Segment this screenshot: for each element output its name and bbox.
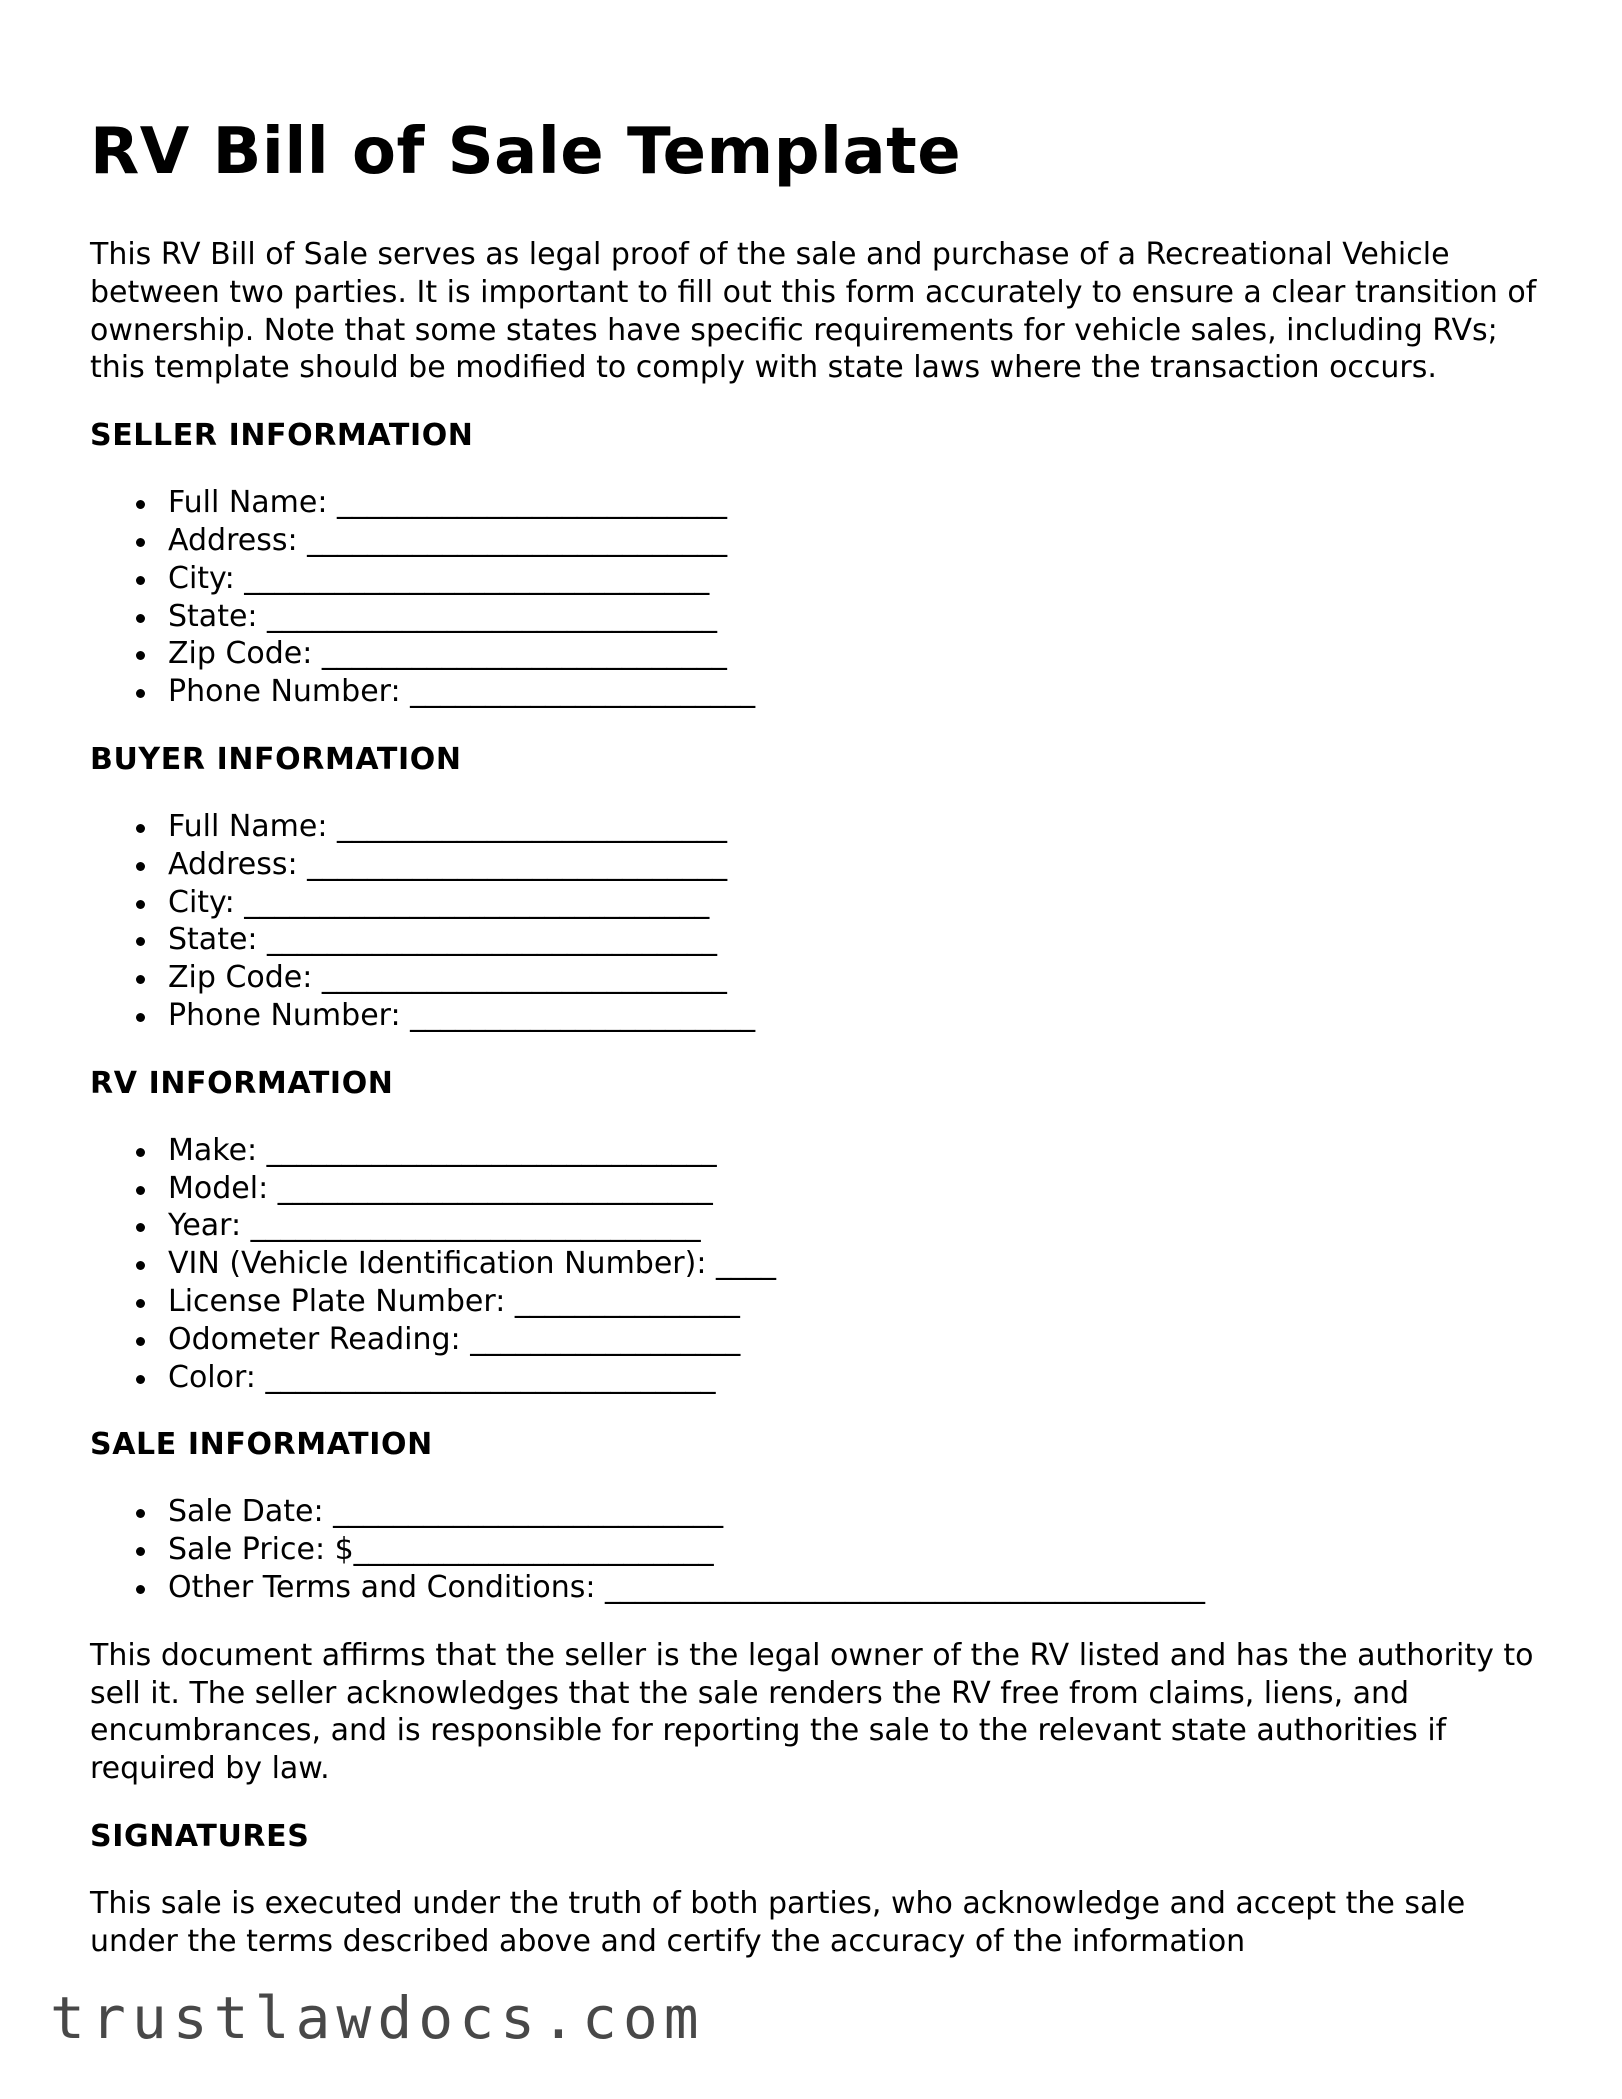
sale-price-field[interactable]: Sale Price: $________________________ (168, 1531, 1540, 1569)
bullet-icon (136, 1261, 145, 1270)
rv-make-field[interactable]: Make: ______________________________ (168, 1132, 1540, 1170)
rv-color-field[interactable]: Color: ______________________________ (168, 1359, 1540, 1397)
seller-address-field[interactable]: Address: ____________________________ (168, 522, 1540, 560)
seller-state-field[interactable]: State: ______________________________ (168, 598, 1540, 636)
bullet-icon (136, 1509, 145, 1518)
bullet-icon (136, 1547, 145, 1556)
bullet-icon (136, 576, 145, 585)
bullet-icon (136, 1223, 145, 1232)
rv-year-field[interactable]: Year: ______________________________ (168, 1207, 1540, 1245)
sale-terms-field[interactable]: Other Terms and Conditions: ________________________________________ (168, 1569, 1540, 1607)
signatures-heading: SIGNATURES (90, 1818, 310, 1854)
rv-vin-field[interactable]: VIN (Vehicle Identification Number): ____ (168, 1245, 1540, 1283)
bullet-icon (136, 1148, 145, 1157)
seller-city-field[interactable]: City: _______________________________ (168, 560, 1540, 598)
sale-field-list (90, 1493, 1540, 1606)
rv-license-plate-field[interactable]: License Plate Number: _______________ (168, 1283, 1540, 1321)
bullet-icon (136, 1299, 145, 1308)
bullet-icon (136, 1375, 145, 1384)
buyer-field-list (90, 808, 1540, 1035)
buyer-heading: BUYER INFORMATION (90, 741, 462, 777)
bullet-icon (136, 651, 145, 660)
bullet-icon (136, 1013, 145, 1022)
bullet-icon (136, 1186, 145, 1195)
rv-model-field[interactable]: Model: _____________________________ (168, 1170, 1540, 1208)
bullet-icon (136, 614, 145, 623)
bullet-icon (136, 1585, 145, 1594)
bullet-icon (136, 538, 145, 547)
seller-full-name-field[interactable]: Full Name: __________________________ (168, 484, 1540, 522)
bullet-icon (136, 1337, 145, 1346)
intro-paragraph: This RV Bill of Sale serves as legal proof of the sale and purchase of a Recreational Vehicle between two parties. It is important to fill out this form accurately to ensure a clear transition of ownership. Note that some states have specific requirements for vehicle sales, including RVs; this template should be modified to comply with state laws where the transaction occurs. (90, 237, 1537, 386)
watermark: trustlawdocs.com (50, 1984, 705, 2052)
buyer-zip-field[interactable]: Zip Code: ___________________________ (168, 959, 1540, 997)
bullet-icon (136, 862, 145, 871)
bullet-icon (136, 937, 145, 946)
seller-field-list (90, 484, 1540, 711)
affirmation-paragraph: This document affirms that the seller is the legal owner of the RV listed and has the authority to sell it. The seller acknowledges that the sale renders the RV free from claims, liens, and encumbrances, and is responsible for reporting the sale to the relevant state authorities if required by law. (90, 1637, 1534, 1787)
page-title: RV Bill of Sale Template (90, 115, 962, 189)
seller-phone-field[interactable]: Phone Number: _______________________ (168, 673, 1540, 711)
buyer-phone-field[interactable]: Phone Number: _______________________ (168, 997, 1540, 1035)
signatures-paragraph: This sale is executed under the truth of both parties, who acknowledge and accept the sale under the terms described above and certify the accuracy of the information (90, 1885, 1466, 1959)
buyer-state-field[interactable]: State: ______________________________ (168, 921, 1540, 959)
seller-zip-field[interactable]: Zip Code: ___________________________ (168, 635, 1540, 673)
sale-date-field[interactable]: Sale Date: __________________________ (168, 1493, 1540, 1531)
sale-heading: SALE INFORMATION (90, 1427, 433, 1463)
buyer-city-field[interactable]: City: _______________________________ (168, 884, 1540, 922)
rv-field-list (90, 1132, 1540, 1397)
document-page (90, 0, 1540, 1961)
bullet-icon (136, 824, 145, 833)
bullet-icon (136, 900, 145, 909)
rv-heading: RV INFORMATION (90, 1065, 394, 1101)
bullet-icon (136, 500, 145, 509)
rv-odometer-field[interactable]: Odometer Reading: __________________ (168, 1321, 1540, 1359)
seller-heading: SELLER INFORMATION (90, 418, 474, 454)
bullet-icon (136, 975, 145, 984)
buyer-address-field[interactable]: Address: ____________________________ (168, 846, 1540, 884)
buyer-full-name-field[interactable]: Full Name: __________________________ (168, 808, 1540, 846)
bullet-icon (136, 689, 145, 698)
